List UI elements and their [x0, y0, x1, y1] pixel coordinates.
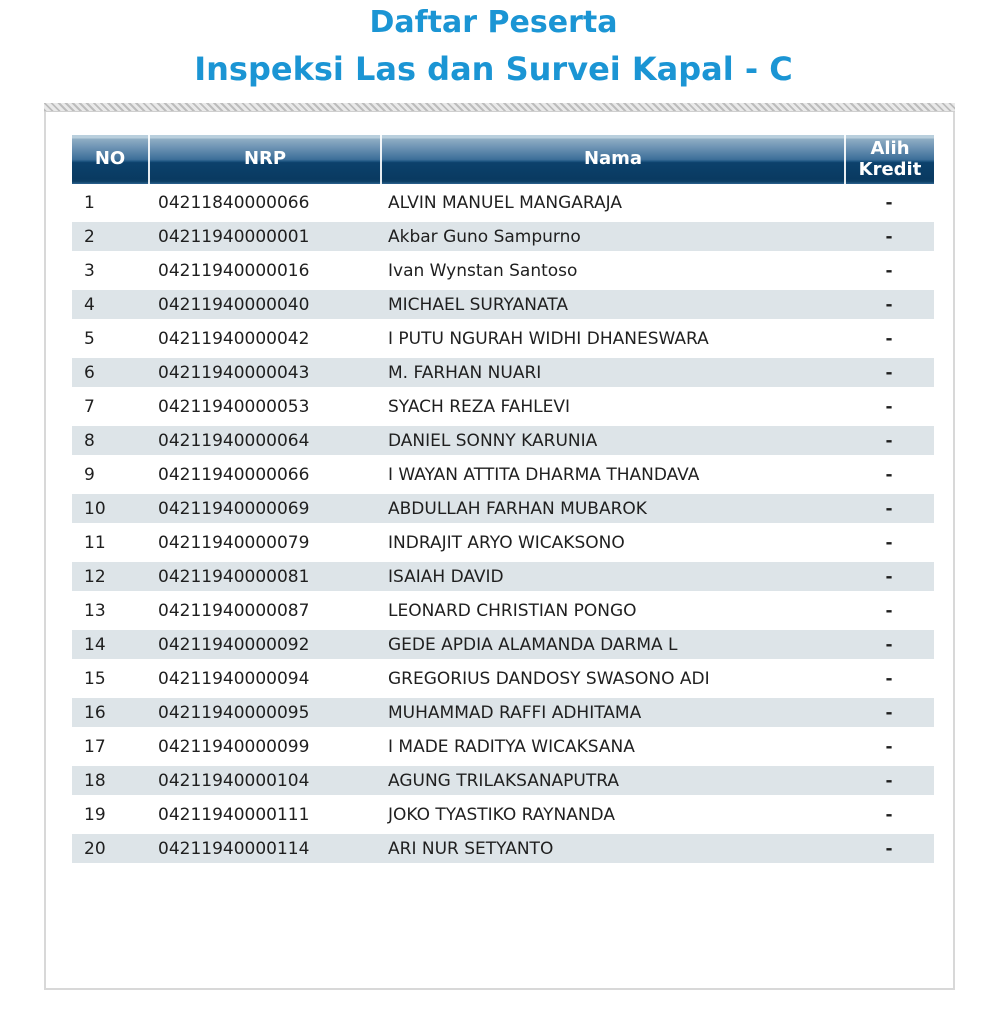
cell-row-number: 19 [72, 800, 148, 834]
cell-row-number: 16 [72, 698, 148, 732]
cell-nrp: 04211940000016 [148, 256, 380, 290]
table-row [72, 290, 934, 324]
cell-nama: M. FARHAN NUARI [380, 358, 844, 392]
cell-nrp: 04211940000111 [148, 800, 380, 834]
table-row [72, 562, 934, 596]
cell-alih-kredit: - [844, 834, 934, 868]
cell-row-number: 1 [72, 188, 148, 222]
cell-row-number: 4 [72, 290, 148, 324]
cell-nrp: 04211940000064 [148, 426, 380, 460]
cell-nrp: 04211940000001 [148, 222, 380, 256]
table-row [72, 460, 934, 494]
cell-row-number: 12 [72, 562, 148, 596]
cell-nama: GEDE APDIA ALAMANDA DARMA L [380, 630, 844, 664]
column-header-nrp: NRP [148, 135, 380, 188]
table-row [72, 222, 934, 256]
table-row [72, 188, 934, 222]
cell-nrp: 04211940000040 [148, 290, 380, 324]
cell-row-number: 3 [72, 256, 148, 290]
table-row [72, 358, 934, 392]
cell-nrp: 04211940000043 [148, 358, 380, 392]
cell-row-number: 13 [72, 596, 148, 630]
cell-row-number: 18 [72, 766, 148, 800]
column-header-alih-kredit: Alih Kredit [844, 135, 934, 188]
cell-nama: MICHAEL SURYANATA [380, 290, 844, 324]
cell-row-number: 8 [72, 426, 148, 460]
table-row [72, 426, 934, 460]
cell-nrp: 04211940000079 [148, 528, 380, 562]
cell-nama: MUHAMMAD RAFFI ADHITAMA [380, 698, 844, 732]
table-row [72, 324, 934, 358]
cell-row-number: 17 [72, 732, 148, 766]
table-body [72, 188, 934, 868]
cell-alih-kredit: - [844, 324, 934, 358]
cell-nama: DANIEL SONNY KARUNIA [380, 426, 844, 460]
table-row [72, 834, 934, 868]
cell-alih-kredit: - [844, 494, 934, 528]
cell-alih-kredit: - [844, 630, 934, 664]
cell-nama: I MADE RADITYA WICAKSANA [380, 732, 844, 766]
participants-table [72, 135, 934, 868]
cell-alih-kredit: - [844, 290, 934, 324]
cell-alih-kredit: - [844, 698, 934, 732]
cell-row-number: 20 [72, 834, 148, 868]
cell-nama: SYACH REZA FAHLEVI [380, 392, 844, 426]
cell-row-number: 14 [72, 630, 148, 664]
table-row [72, 698, 934, 732]
table-row [72, 766, 934, 800]
cell-alih-kredit: - [844, 188, 934, 222]
table-row [72, 630, 934, 664]
cell-row-number: 15 [72, 664, 148, 698]
cell-nrp: 04211940000069 [148, 494, 380, 528]
cell-alih-kredit: - [844, 358, 934, 392]
cell-nrp: 04211940000114 [148, 834, 380, 868]
cell-row-number: 9 [72, 460, 148, 494]
cell-alih-kredit: - [844, 426, 934, 460]
cell-nrp: 04211940000095 [148, 698, 380, 732]
cell-alih-kredit: - [844, 392, 934, 426]
cell-nrp: 04211840000066 [148, 188, 380, 222]
cell-nama: LEONARD CHRISTIAN PONGO [380, 596, 844, 630]
cell-nama: AGUNG TRILAKSANAPUTRA [380, 766, 844, 800]
cell-alih-kredit: - [844, 460, 934, 494]
table-row [72, 664, 934, 698]
cell-nrp: 04211940000053 [148, 392, 380, 426]
cell-row-number: 5 [72, 324, 148, 358]
cell-alih-kredit: - [844, 562, 934, 596]
cell-alih-kredit: - [844, 766, 934, 800]
table-row [72, 732, 934, 766]
cell-nrp: 04211940000042 [148, 324, 380, 358]
cell-alih-kredit: - [844, 256, 934, 290]
content-panel-wrap [44, 103, 955, 990]
table-row [72, 256, 934, 290]
cell-nrp: 04211940000099 [148, 732, 380, 766]
table-row [72, 528, 934, 562]
cell-nama: ARI NUR SETYANTO [380, 834, 844, 868]
content-panel [44, 112, 955, 990]
cell-alih-kredit: - [844, 732, 934, 766]
cell-alih-kredit: - [844, 800, 934, 834]
cell-nama: I PUTU NGURAH WIDHI DHANESWARA [380, 324, 844, 358]
cell-nama: ISAIAH DAVID [380, 562, 844, 596]
cell-alih-kredit: - [844, 596, 934, 630]
cell-nama: ABDULLAH FARHAN MUBAROK [380, 494, 844, 528]
table-header-row [72, 135, 934, 188]
cell-row-number: 7 [72, 392, 148, 426]
cell-alih-kredit: - [844, 664, 934, 698]
cell-row-number: 10 [72, 494, 148, 528]
cell-nrp: 04211940000087 [148, 596, 380, 630]
cell-nama: ALVIN MANUEL MANGARAJA [380, 188, 844, 222]
cell-nama: INDRAJIT ARYO WICAKSONO [380, 528, 844, 562]
table-row [72, 494, 934, 528]
cell-nama: I WAYAN ATTITA DHARMA THANDAVA [380, 460, 844, 494]
striped-divider-bar [44, 103, 955, 112]
cell-row-number: 6 [72, 358, 148, 392]
cell-nrp: 04211940000104 [148, 766, 380, 800]
table-header [72, 135, 934, 188]
cell-nama: GREGORIUS DANDOSY SWASONO ADI [380, 664, 844, 698]
column-header-no: NO [72, 135, 148, 188]
table-row [72, 596, 934, 630]
cell-nama: Ivan Wynstan Santoso [380, 256, 844, 290]
cell-alih-kredit: - [844, 222, 934, 256]
cell-row-number: 2 [72, 222, 148, 256]
cell-nrp: 04211940000066 [148, 460, 380, 494]
cell-nrp: 04211940000094 [148, 664, 380, 698]
table-row [72, 800, 934, 834]
column-header-nama: Nama [380, 135, 844, 188]
table-row [72, 392, 934, 426]
cell-row-number: 11 [72, 528, 148, 562]
cell-nama: Akbar Guno Sampurno [380, 222, 844, 256]
cell-nama: JOKO TYASTIKO RAYNANDA [380, 800, 844, 834]
cell-nrp: 04211940000081 [148, 562, 380, 596]
cell-nrp: 04211940000092 [148, 630, 380, 664]
cell-alih-kredit: - [844, 528, 934, 562]
page-title: Daftar Peserta [369, 5, 618, 40]
page-subtitle: Inspeksi Las dan Survei Kapal - C [194, 50, 793, 88]
